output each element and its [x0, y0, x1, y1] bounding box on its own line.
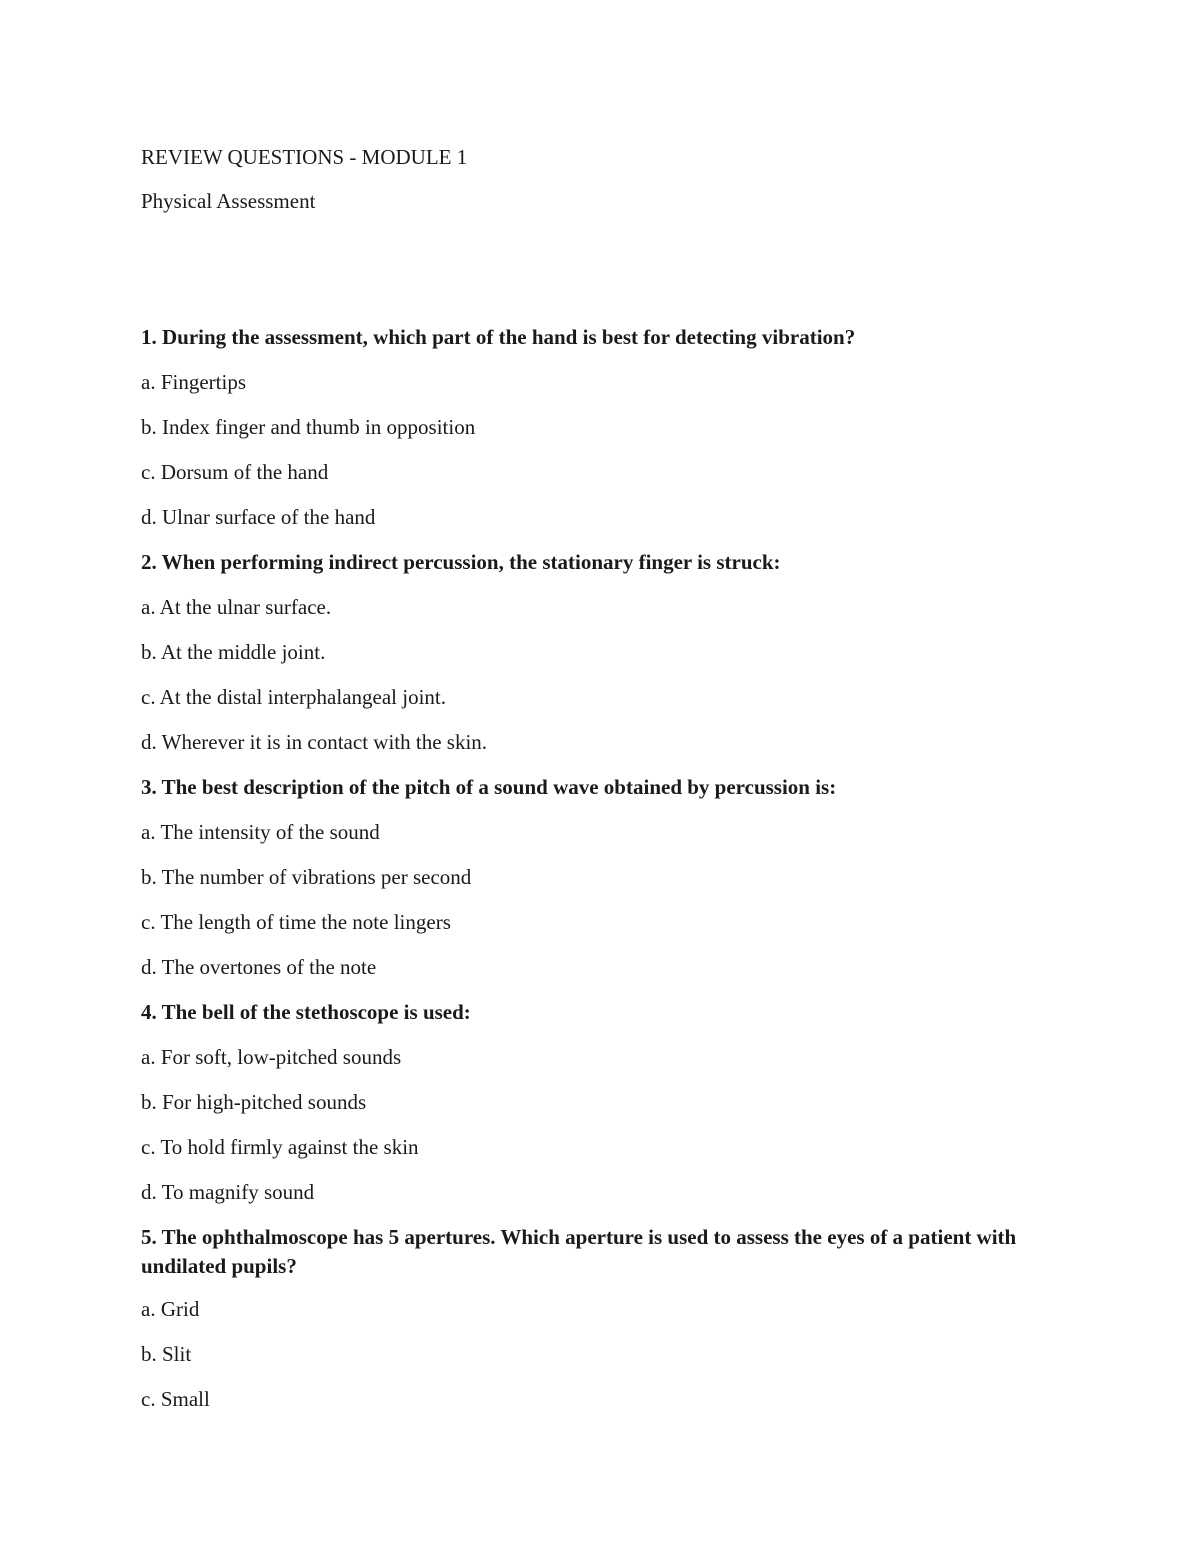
question-text: 1. During the assessment, which part of the hand is best for detecting vibration? [141, 325, 856, 349]
question-text: 5. The ophthalmoscope has 5 apertures. Which aperture is used to assess the eyes of a patient with undilated pupils? [141, 1225, 1017, 1278]
answer-option: d. The overtones of the note [141, 955, 377, 979]
question-text: 2. When performing indirect percussion, the stationary finger is struck: [141, 550, 781, 574]
document-title: REVIEW QUESTIONS - MODULE 1 [141, 145, 468, 169]
answer-option: b. Index finger and thumb in opposition [141, 415, 476, 439]
answer-option: d. Wherever it is in contact with the skin. [141, 730, 488, 754]
question-block-2 [141, 548, 1041, 756]
question-text: 4. The bell of the stethoscope is used: [141, 1000, 471, 1024]
answer-option: d. Ulnar surface of the hand [141, 505, 376, 529]
question-block-3 [141, 773, 1041, 981]
answer-option: d. To magnify sound [141, 1180, 315, 1204]
answer-option: b. The number of vibrations per second [141, 865, 472, 889]
document-subtitle: Physical Assessment [141, 189, 316, 213]
answer-option: c. The length of time the note lingers [141, 910, 451, 934]
answer-option: c. At the distal interphalangeal joint. [141, 685, 447, 709]
answer-option: b. Slit [141, 1342, 192, 1366]
answer-option: a. The intensity of the sound [141, 820, 380, 844]
answer-option: c. Small [141, 1387, 210, 1411]
question-block-1 [141, 323, 1041, 531]
question-block-4 [141, 998, 1041, 1206]
answer-option: b. At the middle joint. [141, 640, 326, 664]
answer-option: b. For high-pitched sounds [141, 1090, 367, 1114]
answer-option: c. To hold firmly against the skin [141, 1135, 419, 1159]
answer-option: a. For soft, low-pitched sounds [141, 1045, 402, 1069]
answer-option: c. Dorsum of the hand [141, 460, 329, 484]
document-body [141, 143, 1041, 1430]
question-text: 3. The best description of the pitch of a sound wave obtained by percussion is: [141, 775, 837, 799]
answer-option: a. At the ulnar surface. [141, 595, 332, 619]
question-block-5 [141, 1223, 1041, 1413]
answer-option: a. Grid [141, 1297, 200, 1321]
answer-option: a. Fingertips [141, 370, 246, 394]
